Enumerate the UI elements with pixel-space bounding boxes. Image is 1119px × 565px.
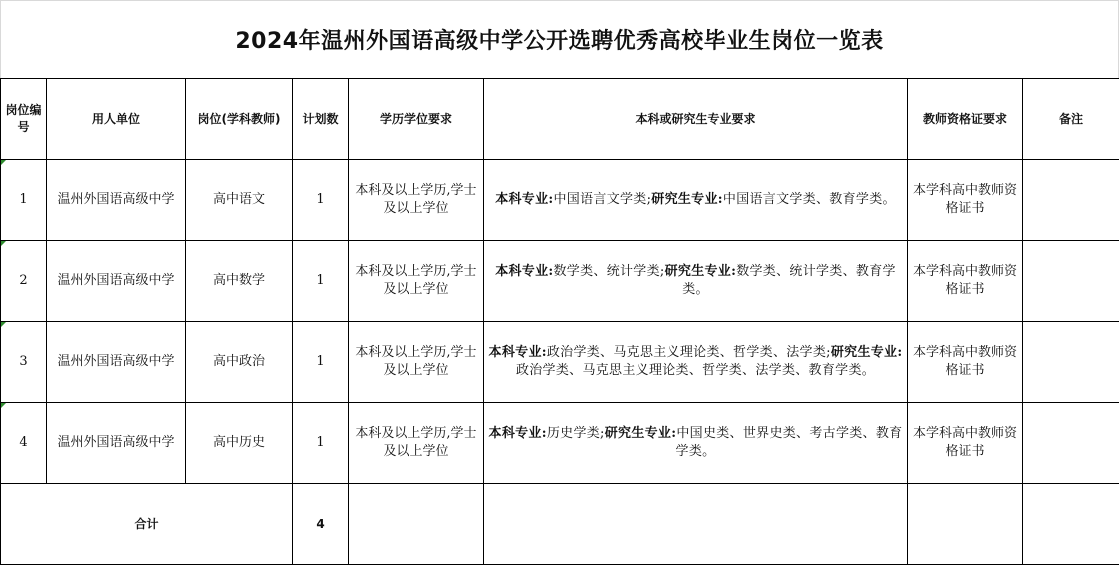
cell-major[interactable] (484, 403, 908, 484)
undergrad-label: 本科专业: (488, 426, 547, 441)
cell-remarks[interactable] (1023, 241, 1119, 322)
total-empty-cell[interactable] (1023, 484, 1119, 565)
cell-plan[interactable]: 1 (293, 322, 349, 403)
cell-major[interactable] (484, 160, 908, 241)
header-employer[interactable]: 用人单位 (47, 79, 186, 160)
total-empty-cell[interactable] (484, 484, 908, 565)
cell-education[interactable]: 本科及以上学历,学士及以上学位 (349, 403, 484, 484)
cell-employer[interactable]: 温州外国语高级中学 (47, 241, 186, 322)
cell-plan[interactable]: 1 (293, 403, 349, 484)
cell-position[interactable]: 高中历史 (186, 403, 293, 484)
cell-remarks[interactable] (1023, 160, 1119, 241)
cell-employer[interactable]: 温州外国语高级中学 (47, 322, 186, 403)
postgrad-label: 研究生专业: (664, 264, 737, 279)
total-plan[interactable]: 4 (293, 484, 349, 565)
postgrad-label: 研究生专业: (604, 426, 677, 441)
total-empty-cell[interactable] (908, 484, 1023, 565)
header-education[interactable]: 学历学位要求 (349, 79, 484, 160)
undergrad-text: 中国语言文学类; (553, 192, 652, 207)
undergrad-text: 政治学类、马克思主义理论类、哲学类、法学类; (546, 345, 831, 360)
cell-remarks[interactable] (1023, 403, 1119, 484)
undergrad-text: 数学类、统计学类; (553, 264, 665, 279)
cell-plan[interactable]: 1 (293, 241, 349, 322)
postgrad-text: 政治学类、马克思主义理论类、哲学类、法学类、教育学类。 (515, 363, 876, 378)
table-header-row (1, 79, 1119, 160)
cell-post-no[interactable]: 4 (1, 403, 47, 484)
cell-employer[interactable]: 温州外国语高级中学 (47, 160, 186, 241)
header-position[interactable]: 岗位(学科教师) (186, 79, 293, 160)
postgrad-text: 数学类、统计学类、教育学类。 (682, 264, 896, 297)
postgrad-label: 研究生专业: (830, 345, 903, 360)
undergrad-label: 本科专业: (495, 264, 554, 279)
cell-major[interactable] (484, 322, 908, 403)
cell-certificate[interactable]: 本学科高中教师资格证书 (908, 403, 1023, 484)
header-post-no[interactable]: 岗位编号 (1, 79, 47, 160)
postgrad-text: 中国史类、世界史类、考古学类、教育学类。 (675, 426, 903, 459)
cell-education[interactable]: 本科及以上学历,学士及以上学位 (349, 241, 484, 322)
positions-table (0, 78, 1119, 565)
table-row (1, 160, 1119, 241)
total-label[interactable]: 合计 (1, 484, 293, 565)
postgrad-text: 中国语言文学类、教育学类。 (722, 192, 896, 207)
cell-education[interactable]: 本科及以上学历,学士及以上学位 (349, 160, 484, 241)
table-row (1, 403, 1119, 484)
cell-plan[interactable]: 1 (293, 160, 349, 241)
undergrad-label: 本科专业: (488, 345, 547, 360)
cell-employer[interactable]: 温州外国语高级中学 (47, 403, 186, 484)
cell-position[interactable]: 高中政治 (186, 322, 293, 403)
cell-certificate[interactable]: 本学科高中教师资格证书 (908, 160, 1023, 241)
postgrad-label: 研究生专业: (651, 192, 723, 207)
table-row (1, 241, 1119, 322)
cell-certificate[interactable]: 本学科高中教师资格证书 (908, 241, 1023, 322)
cell-education[interactable]: 本科及以上学历,学士及以上学位 (349, 322, 484, 403)
cell-post-no[interactable]: 2 (1, 241, 47, 322)
cell-major[interactable] (484, 241, 908, 322)
cell-remarks[interactable] (1023, 322, 1119, 403)
page-title: 2024年温州外国语高级中学公开选聘优秀高校毕业生岗位一览表 (0, 0, 1119, 78)
header-certificate[interactable]: 教师资格证要求 (908, 79, 1023, 160)
header-plan[interactable]: 计划数 (293, 79, 349, 160)
cell-post-no[interactable]: 1 (1, 160, 47, 241)
table-row (1, 322, 1119, 403)
cell-post-no[interactable]: 3 (1, 322, 47, 403)
cell-certificate[interactable]: 本学科高中教师资格证书 (908, 322, 1023, 403)
undergrad-label: 本科专业: (495, 192, 554, 207)
total-row (1, 484, 1119, 565)
cell-position[interactable]: 高中数学 (186, 241, 293, 322)
header-remarks[interactable]: 备注 (1023, 79, 1119, 160)
header-major[interactable]: 本科或研究生专业要求 (484, 79, 908, 160)
cell-position[interactable]: 高中语文 (186, 160, 293, 241)
total-empty-cell[interactable] (349, 484, 484, 565)
undergrad-text: 历史学类; (546, 426, 605, 441)
